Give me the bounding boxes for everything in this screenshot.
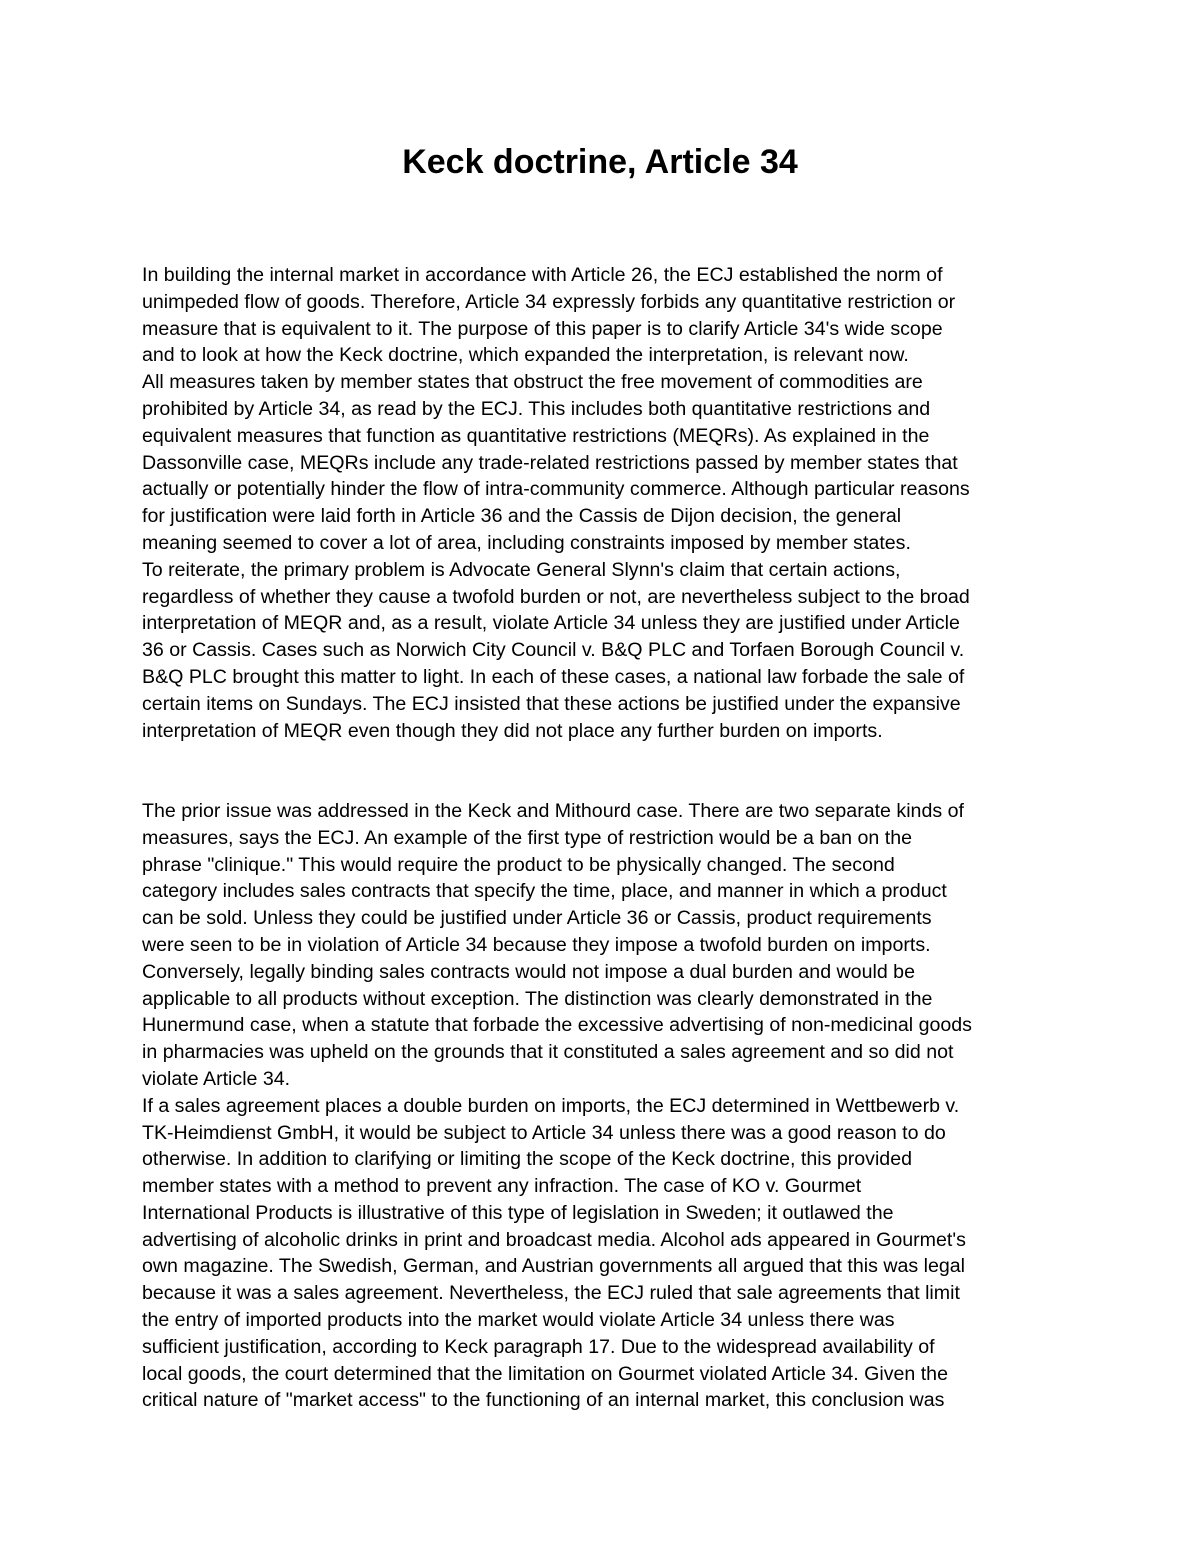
text-line: local goods, the court determined that the limitation on Gourmet violated Article 34. Given the	[142, 1362, 948, 1385]
text-line: prohibited by Article 34, as read by the ECJ. This includes both quantitative restrictions and	[142, 397, 931, 420]
text-line: phrase "clinique." This would require the product to be physically changed. The second	[142, 853, 895, 876]
paragraph-3	[142, 557, 1082, 745]
text-line: Conversely, legally binding sales contracts would not impose a dual burden and would be	[142, 960, 915, 983]
text-line: can be sold. Unless they could be justified under Article 36 or Cassis, product requirements	[142, 907, 932, 930]
paragraph-2	[142, 369, 1082, 557]
text-line: measures, says the ECJ. An example of the first type of restriction would be a ban on the	[142, 826, 913, 849]
text-line: interpretation of MEQR even though they did not place any further burden on imports.	[142, 719, 883, 742]
text-line: All measures taken by member states that obstruct the free movement of commodities are	[142, 371, 923, 394]
text-line: critical nature of "market access" to the functioning of an internal market, this conclusion was	[142, 1389, 945, 1412]
text-line: were seen to be in violation of Article 34 because they impose a twofold burden on imports.	[142, 933, 931, 956]
text-line: measure that is equivalent to it. The purpose of this paper is to clarify Article 34's wide scope	[142, 317, 943, 340]
text-line: advertising of alcoholic drinks in print and broadcast media. Alcohol ads appeared in Gourmet's	[142, 1228, 966, 1251]
text-line: meaning seemed to cover a lot of area, including constraints imposed by member states.	[142, 531, 911, 554]
text-line: for justification were laid forth in Article 36 and the Cassis de Dijon decision, the general	[142, 505, 902, 528]
paragraph-spacer	[142, 744, 1082, 798]
text-line: B&Q PLC brought this matter to light. In each of these cases, a national law forbade the sale of	[142, 665, 965, 688]
text-line: International Products is illustrative of this type of legislation in Sweden; it outlawed the	[142, 1201, 894, 1224]
text-line: certain items on Sundays. The ECJ insisted that these actions be justified under the expansive	[142, 692, 961, 715]
text-line: The prior issue was addressed in the Keck and Mithourd case. There are two separate kinds of	[142, 799, 964, 822]
text-line: In building the internal market in accordance with Article 26, the ECJ established the norm of	[142, 264, 943, 286]
text-line: Dassonville case, MEQRs include any trade-related restrictions passed by member states that	[142, 451, 958, 474]
text-line: To reiterate, the primary problem is Advocate General Slynn's claim that certain actions,	[142, 558, 901, 581]
text-line: actually or potentially hinder the flow of intra-community commerce. Although particular reasons	[142, 478, 970, 501]
text-line: the entry of imported products into the market would violate Article 34 unless there was	[142, 1309, 895, 1332]
text-line: sufficient justification, according to Keck paragraph 17. Due to the widespread availability of	[142, 1335, 935, 1358]
document-body	[142, 262, 1082, 1414]
text-line: unimpeded flow of goods. Therefore, Article 34 expressly forbids any quantitative restriction or	[142, 290, 956, 313]
text-line: TK-Heimdienst GmbH, it would be subject to Article 34 unless there was a good reason to do	[142, 1121, 946, 1144]
text-line: 36 or Cassis. Cases such as Norwich City Council v. B&Q PLC and Torfaen Borough Council v.	[142, 639, 965, 662]
text-line: member states with a method to prevent any infraction. The case of KO v. Gourmet	[142, 1175, 862, 1198]
text-line: category includes sales contracts that specify the time, place, and manner in which a product	[142, 880, 947, 903]
text-line: in pharmacies was upheld on the grounds that it constituted a sales agreement and so did not	[142, 1041, 954, 1064]
paragraph-5	[142, 1093, 1082, 1415]
text-line: Hunermund case, when a statute that forbade the excessive advertising of non-medicinal goods	[142, 1014, 972, 1037]
text-line: equivalent measures that function as quantitative restrictions (MEQRs). As explained in the	[142, 424, 930, 447]
text-line: own magazine. The Swedish, German, and Austrian governments all argued that this was legal	[142, 1255, 966, 1278]
text-line: regardless of whether they cause a twofold burden or not, are nevertheless subject to the broad	[142, 585, 970, 608]
paragraph-4	[142, 798, 1082, 1093]
text-line: applicable to all products without exception. The distinction was clearly demonstrated in the	[142, 987, 933, 1010]
text-line: otherwise. In addition to clarifying or limiting the scope of the Keck doctrine, this provided	[142, 1148, 913, 1171]
text-line: violate Article 34.	[142, 1067, 291, 1090]
text-line: interpretation of MEQR and, as a result, violate Article 34 unless they are justified under Article	[142, 612, 960, 635]
text-line: and to look at how the Keck doctrine, which expanded the interpretation, is relevant now.	[142, 344, 909, 367]
document-title: Keck doctrine, Article 34	[402, 143, 798, 181]
text-line: If a sales agreement places a double burden on imports, the ECJ determined in Wettbewerb v.	[142, 1094, 960, 1117]
paragraph-1	[142, 262, 1082, 369]
text-line: because it was a sales agreement. Nevertheless, the ECJ ruled that sale agreements that limit	[142, 1282, 960, 1305]
